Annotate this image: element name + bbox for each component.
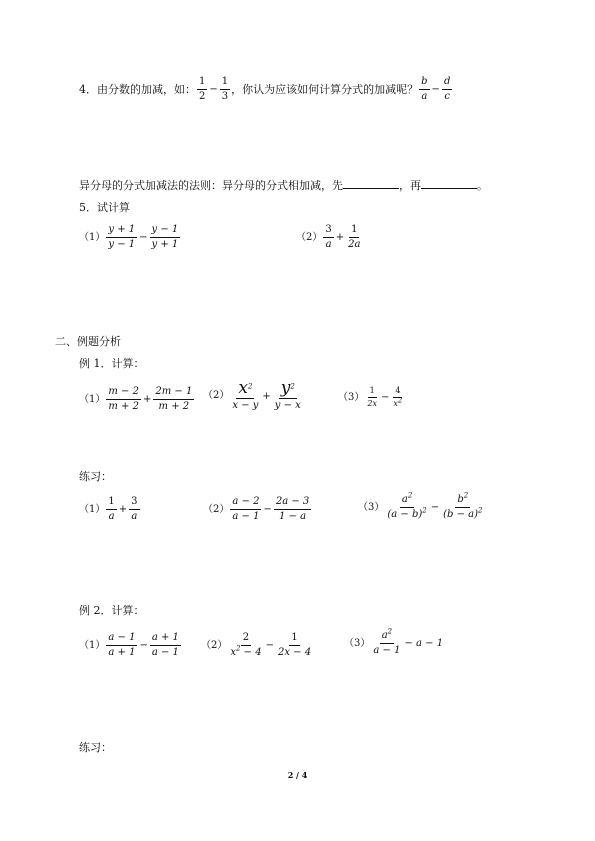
section-2-title: 二、例题分析 bbox=[55, 335, 121, 348]
example-2-problem-3: （3） $\frac{a^2}{a - 1}$ − a − 1 bbox=[344, 627, 444, 656]
question-5-title: 5．试计算 bbox=[79, 201, 130, 214]
example-1-problem-2: （2） $\frac{x^2}{x - y}$ + $\frac{y^2}{y - x}$ bbox=[203, 378, 301, 411]
fill-blank-2[interactable] bbox=[421, 178, 477, 189]
example-fraction-2: $\frac{1}{3}$ bbox=[221, 76, 229, 102]
practice-1-problem-3: （3） $\frac{a^2}{(a - b)^2}$ − $\frac{b^2}{(b - a)^2}$ bbox=[358, 491, 483, 520]
algebraic-fraction-1: $\frac{b}{a}$ bbox=[421, 76, 428, 102]
example-2-title: 例 2．计算： bbox=[79, 604, 145, 617]
question-5-problem-2: （2） $\frac{3}{a}$ + $\frac{1}{2a}$ bbox=[296, 224, 361, 250]
question-4: 4．由分数的加减，如： $\frac{1}{2}$ − $\frac{1}{3}$ ，你认为应该如何计算分式的加减呢？ $\frac{b}{a}$ − $\frac{d}{c}$ bbox=[79, 76, 451, 102]
example-1-problem-3: （3） $\frac{1}{2x}$ − $\frac{4}{x^2}$ bbox=[338, 386, 403, 408]
algebraic-fraction-2: $\frac{d}{c}$ bbox=[443, 76, 451, 102]
example-1-title: 例 1．计算： bbox=[79, 357, 145, 370]
question-5-problem-1: （1） $\frac{y + 1}{y - 1}$ − $\frac{y - 1}{y + 1}$ bbox=[79, 224, 179, 250]
question-4-text: ，你认为应该如何计算分式的加减呢？ bbox=[231, 82, 419, 96]
page-number: 2 / 4 bbox=[287, 770, 308, 780]
fill-blank-1[interactable] bbox=[343, 178, 399, 189]
question-4-intro: 4．由分数的加减，如： bbox=[79, 82, 196, 96]
practice-1-problem-1: （1） $\frac{1}{a}$ + $\frac{3}{a}$ bbox=[79, 496, 138, 522]
example-fraction-1: $\frac{1}{2}$ bbox=[199, 76, 206, 102]
example-2-problem-2: （2） $\frac{2}{x^2 - 4}$ − $\frac{1}{2x - 4}$ bbox=[201, 632, 312, 658]
practice-1-title: 练习： bbox=[79, 470, 112, 483]
practice-1-problem-2: （2） $\frac{a - 2}{a - 1}$ − $\frac{2a - 3}{1 - a}$ bbox=[203, 496, 310, 522]
rule-statement: 异分母的分式加减法的法则：异分母的分式相加减，先 ，再 。 bbox=[79, 179, 488, 192]
example-2-problem-1: （1） $\frac{a - 1}{a + 1}$ − $\frac{a + 1}{a - 1}$ bbox=[79, 632, 179, 658]
example-1-problem-1: （1） $\frac{m - 2}{m + 2}$ + $\frac{2m - 1}{m + 2}$ bbox=[79, 386, 193, 412]
practice-2-title: 练习： bbox=[79, 741, 112, 754]
